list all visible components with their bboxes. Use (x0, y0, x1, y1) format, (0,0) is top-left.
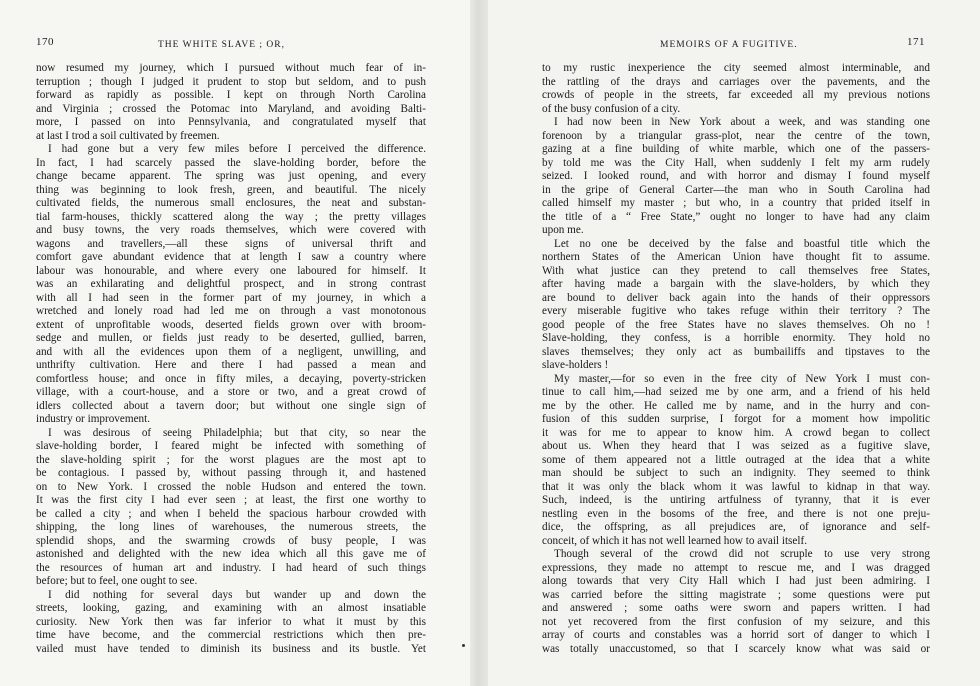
text-line: man should be subject to such an indignity. They seemed to think (542, 467, 930, 479)
text-line: be called a city ; and when I beheld the spacious harbour crowded with (36, 507, 426, 520)
text-line: unthrifty cultivation. Here and there I had passed a mean and (36, 359, 426, 371)
text-line: the title of a “ Free State,” ought no longer to have had any claim (542, 210, 930, 223)
text-line: sedge and mullen, or fields just ready to be deserted, gullied, barren, (36, 332, 426, 344)
text-line: to my rustic inexperience the city seemed almost interminable, and (542, 62, 930, 74)
text-line: array of courts and constables was a horrid sort of danger to which I (542, 629, 930, 641)
text-line: My master,—for so even in the free city of New York I must con- (554, 372, 930, 385)
text-line: northern States of the American Union have thought fit to assume. (542, 251, 930, 263)
text-line: With what justice can they pretend to call themselves free States, (542, 264, 930, 277)
text-line: forenoon by a triangular grass-plot, near the centre of the town, (542, 129, 930, 142)
page-mark (462, 644, 465, 647)
text-line: along towards that very City Hall which I had just been admiring. I (542, 575, 930, 587)
text-line: not yet recovered from the first confusion of my seizure, and this (542, 615, 930, 628)
text-line: fusion of this sudden surprise, I forgot for a moment how impolitic (542, 413, 930, 425)
text-line: slave-holding border, I feared might be infected with something of (36, 440, 426, 452)
text-line: at last I trod a soil cultivated by freemen. (36, 129, 220, 142)
text-line: the resources of human art and industry. I had heard of such things (36, 561, 426, 574)
text-line: Though several of the crowd did not scruple to use very strong (554, 548, 930, 560)
text-line: good people of the free States have no slaves themselves. Oh no ! (542, 318, 930, 331)
text-line: thing was beginning to look fresh, green, and beautiful. The nicely (36, 183, 426, 196)
text-line: streets, looking, gazing, and examining with an almost insatiable (36, 602, 426, 614)
text-line: wretched and lonely road had led me on through a vast monotonous (36, 305, 426, 317)
text-line: change became apparent. The spring was just opening, and every (36, 170, 426, 182)
text-line: conceit, of which it has not well learned how to avail itself. (542, 534, 808, 547)
text-line: some of them appeared not a little outraged at the idea that a white (542, 453, 930, 466)
text-line: the rattling of the drays and carriages over the pavements, and the (542, 75, 930, 88)
text-line: comfort gave abundant evidence that at length I saw a country where (36, 251, 426, 263)
text-line: forward as rapidly as possible. I kept on through North Carolina (36, 89, 426, 101)
text-line: I did nothing for several days but wander up and down the (48, 588, 426, 601)
text-line: about us. When they heard that I was seized as a fugitive slave, (542, 440, 930, 452)
text-line: slave-holders ! (542, 359, 609, 371)
text-line: of the busy confusion of a city. (542, 102, 681, 115)
text-line: splendid shops, and the swarming crowds of busy people, I was (36, 534, 426, 547)
text-line: it was for me to appear to know him. A crowd began to collect (542, 426, 930, 439)
text-line: Let no one be deceived by the false and boastful title which the (554, 237, 930, 250)
text-line: the slave-holding spirit ; for the worst plagues are the most apt to (36, 453, 426, 466)
text-line: industry or improvement. (36, 413, 151, 425)
text-line: now resumed my journey, which I pursued without much fear of in- (36, 62, 426, 74)
text-line: I had gone but a very few miles before I perceived the difference. (48, 143, 426, 155)
text-line: nestling even in the bosoms of the free, and there is not one preju- (542, 507, 930, 520)
text-line: was carried before the sitting magistrate ; some questions were put (542, 588, 930, 601)
text-line: vailed must have tended to diminish its business and its bustle. Yet (36, 642, 426, 655)
right-page-text (542, 62, 930, 656)
text-line: and answered ; some oaths were sworn and papers written. I had (542, 602, 930, 614)
left-page-number: 170 (36, 36, 54, 48)
text-line: before; but to feel, one ought to see. (36, 575, 198, 587)
text-line: extent of unprofitable woods, deserted fields grown over with broom- (36, 318, 426, 331)
text-line: In fact, I had scarcely passed the slave-holding border, before the (36, 156, 426, 169)
text-line: Slave-holding, they confess, is a horrible enormity. They hold no (542, 332, 930, 344)
text-line: time have become, and the commercial restrictions which then pre- (36, 629, 426, 641)
text-line: It was the first city I had ever seen ; at least, the first one worthy to (36, 494, 426, 506)
text-line: shipping, the long lines of warehouses, the numerous streets, the (36, 521, 426, 533)
text-line: cultivated fields, the numerous small enclosures, the neat and substan- (36, 197, 426, 209)
text-line: labour was honourable, and where every one laboured for himself. It (36, 264, 426, 277)
text-line: and busy towns, the very roads themselves, which were covered with (36, 224, 426, 236)
right-running-head: MEMOIRS OF A FUGITIVE. (660, 40, 798, 50)
text-line: and Virginia ; crossed the Potomac into Maryland, and avoiding Balti- (36, 102, 426, 115)
text-line: seized. I looked round, and with horror and dismay I found myself (542, 170, 930, 182)
text-line: are bound to deliver back again into the hands of their oppressors (542, 291, 930, 304)
left-page-text (36, 62, 426, 656)
text-line: every miserable fugitive who takes refuge within their territory ? The (542, 305, 930, 317)
text-line: more, I passed on into Pennsylvania, and congratulated myself that (36, 116, 426, 128)
book-gutter (470, 0, 488, 686)
left-page (0, 0, 470, 686)
text-line: idlers collected about a tavern door; but without one single sign of (36, 399, 426, 412)
right-page (488, 0, 980, 686)
text-line: me by the other. He called me by name, and in the hurry and con- (542, 399, 930, 412)
text-line: in the gripe of General Carter—the man who in South Carolina had (542, 183, 930, 196)
text-line: Such, indeed, is the untiring artfulness of tyranny, that it is ever (542, 494, 930, 506)
text-line: by told me was the City Hall, when suddenly I felt my arm rudely (542, 156, 930, 169)
text-line: comfortless house; and once in fifty miles, a decaying, poverty-stricken (36, 372, 426, 385)
text-line: be contagious. I passed by, without passing through it, and hastened (36, 467, 426, 479)
text-line: tial farm-houses, thickly scattered along the way ; the pretty villages (36, 210, 426, 223)
text-line: upon me. (542, 224, 584, 236)
text-line: dice, the offspring, as all prejudices are, of ignorance and self- (542, 521, 930, 533)
text-line: tinue to call him,—had seized me by one arm, and a friend of his held (542, 386, 930, 398)
right-page-number: 171 (907, 36, 925, 48)
text-line: with all I had seen in the former part of my journey, in which a (36, 291, 426, 304)
text-line: terruption ; though I judged it prudent to stop but seldom, and to push (36, 75, 426, 88)
text-line: was an exhilarating and delightful prospect, and in strong contrast (36, 278, 426, 290)
text-line: village, with a court-house, and a store or two, and a great crowd of (36, 386, 426, 398)
text-line: wagons and travellers,—all these signs of universal thrift and (36, 237, 426, 250)
text-line: and with all the evidences upon them of a negligent, unwilling, and (36, 345, 426, 358)
text-line: slaves themselves; they only act as bumbailiffs and tipstaves to the (542, 345, 930, 358)
text-line: that it was only the black whom it was lawful to kidnap in that way. (542, 480, 930, 493)
text-line: on to New York. I crossed the noble Hudson and entered the town. (36, 480, 426, 493)
text-line: expressions, they made no attempt to rescue me, and I was dragged (542, 561, 930, 574)
text-line: crowds of people in the streets, far exceeded all my previous notions (542, 89, 930, 101)
text-line: curiosity. New York then was far inferior to what it must by this (36, 615, 426, 628)
text-line: called himself my master ; but who, in a country that prided itself in (542, 197, 930, 209)
left-running-head: THE WHITE SLAVE ; OR, (158, 40, 285, 50)
text-line: astonished and delighted with the new idea which all this gave me of (36, 548, 426, 560)
text-line: after having made a bargain with the slave-holders, by which they (542, 278, 930, 290)
text-line: was totally unaccustomed, so that I scarcely know what was said or (542, 642, 930, 655)
text-line: I was desirous of seeing Philadelphia; but that city, so near the (48, 426, 426, 439)
text-line: gazing at a fine building of white marble, which one of the passers- (542, 143, 930, 155)
text-line: I had now been in New York about a week, and was standing one (554, 116, 930, 128)
